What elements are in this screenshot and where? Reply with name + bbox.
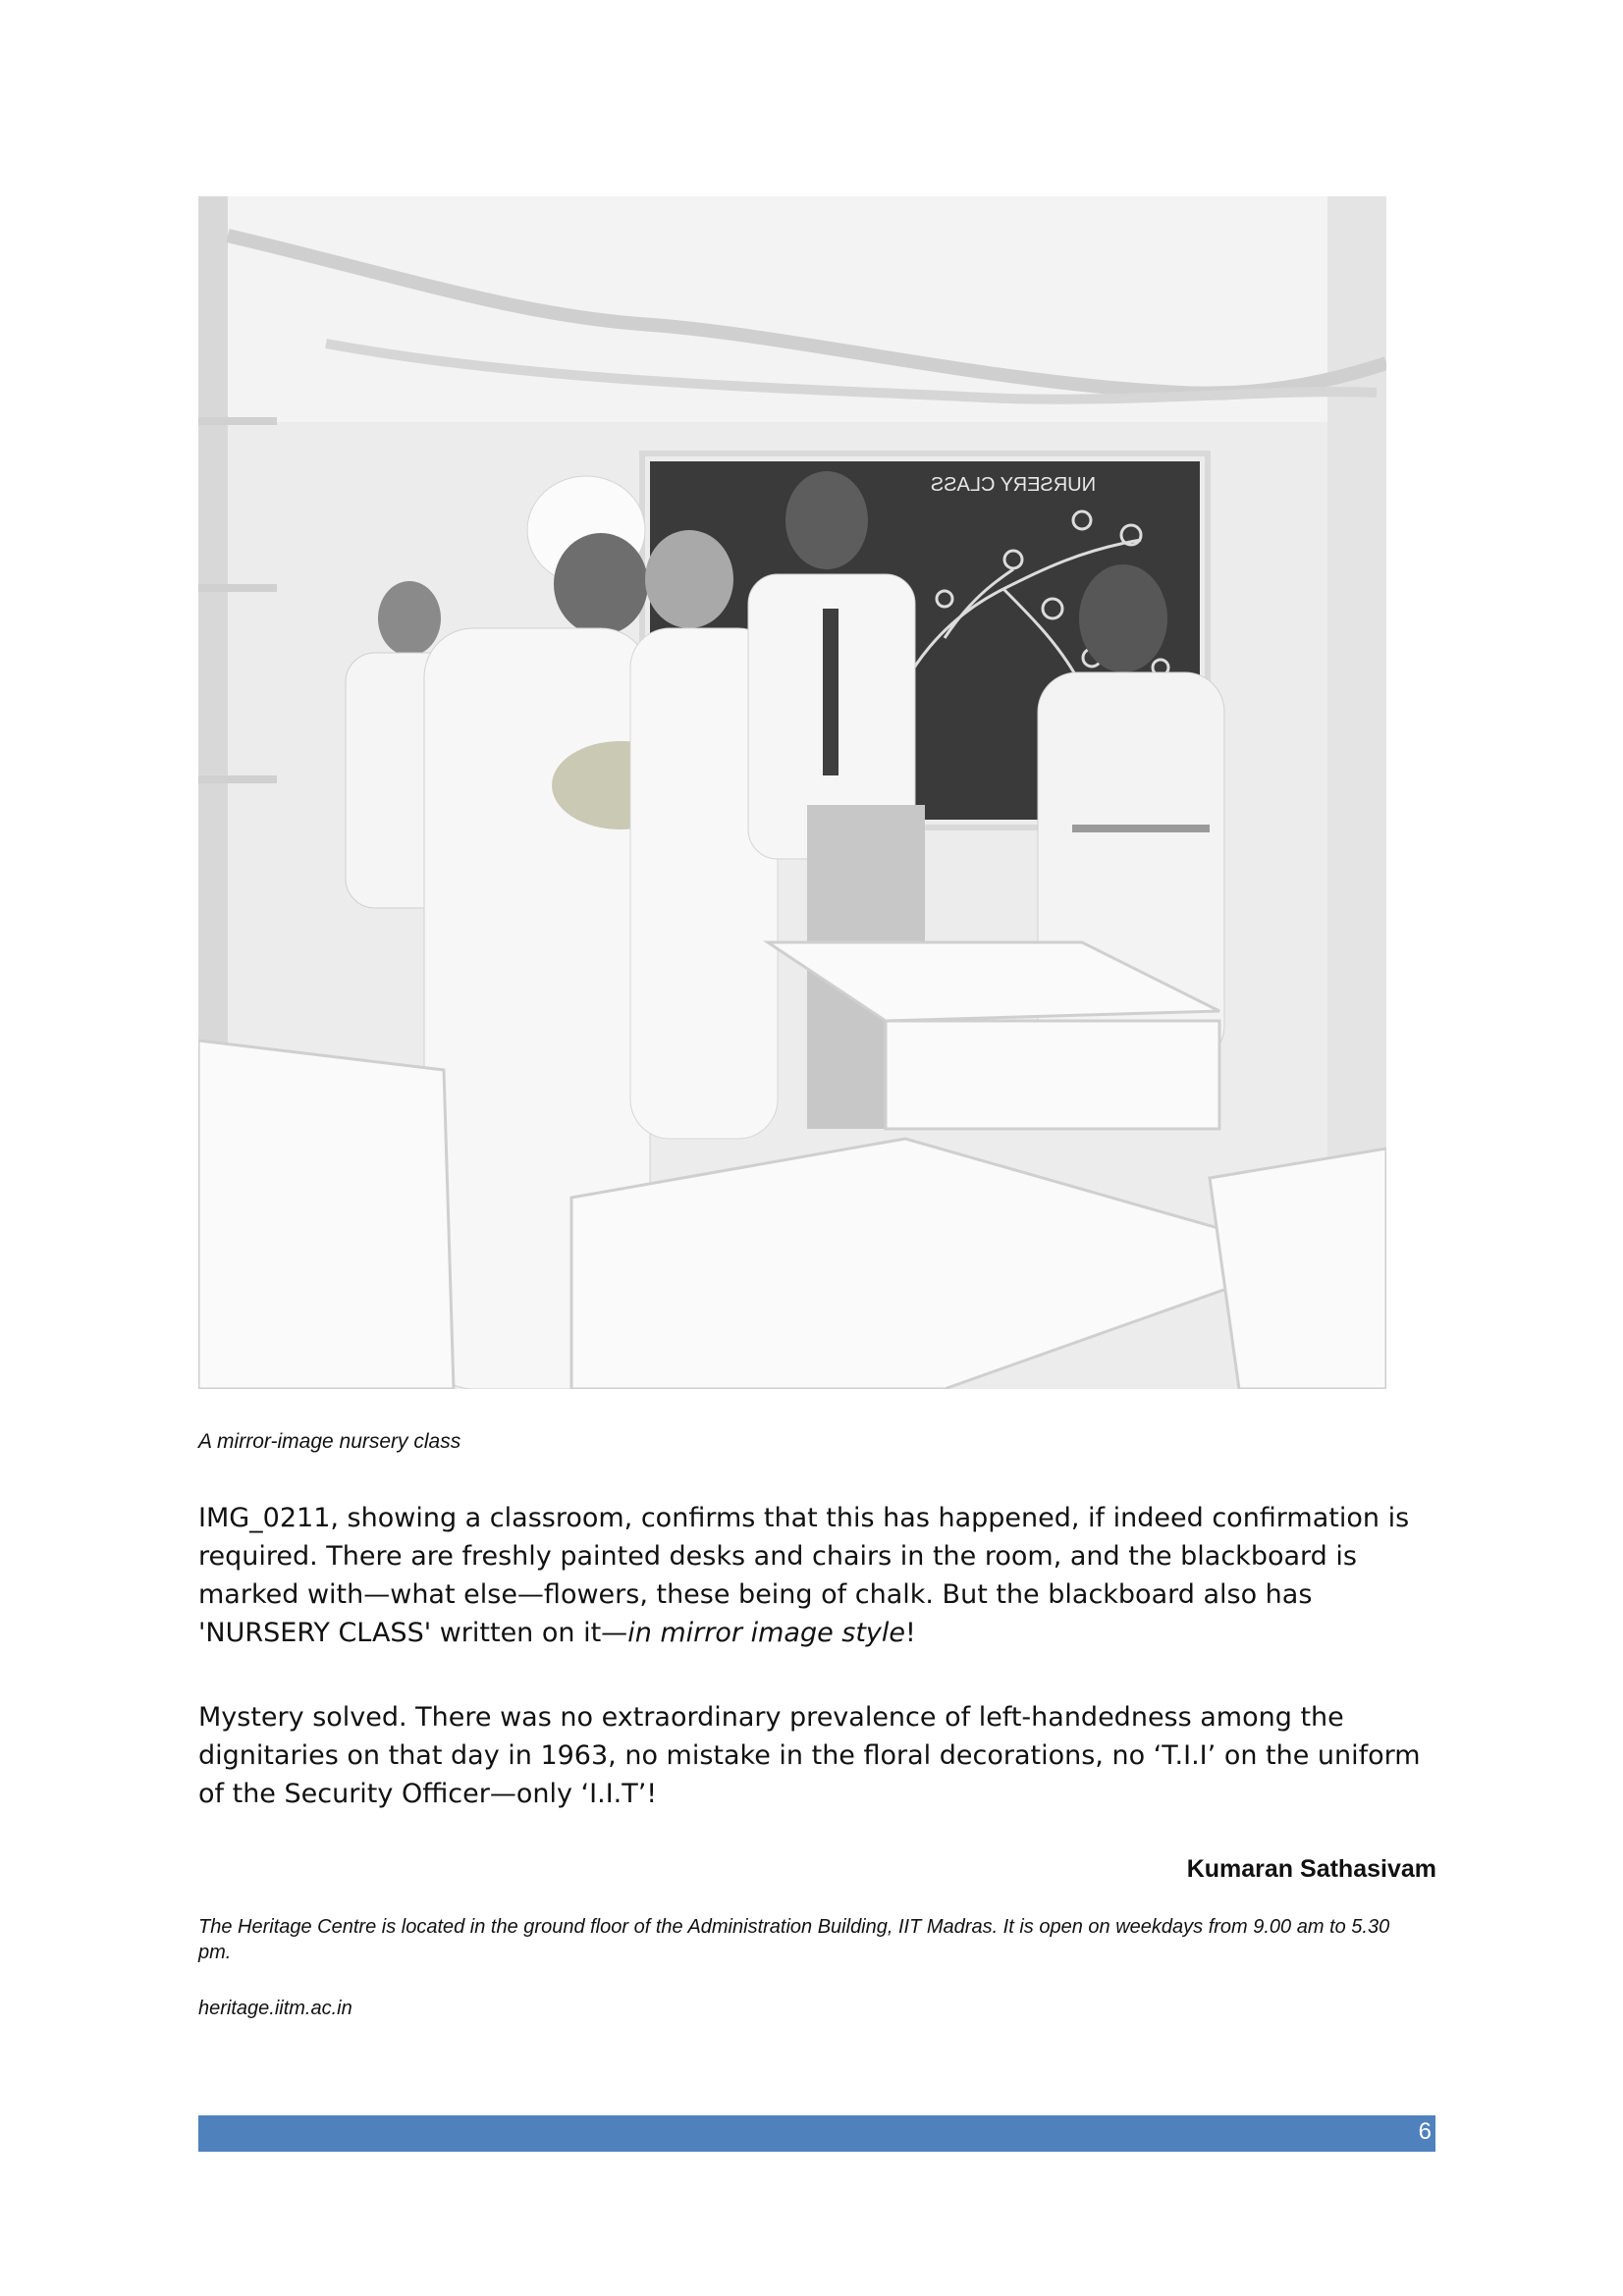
article-paragraph-2: Mystery solved. There was no extraordinary prevalence of left-handedness among the dignitaries on that day in 1963, no mistake in the floral decorations, no ‘T.I.I’ on the uniform of the Security Officer—only ‘I.I.T’! [198, 1702, 1421, 1809]
footer-bar [198, 2115, 1435, 2152]
classroom-photo-illustration [198, 196, 1386, 1389]
paragraph-1-text: IMG_0211, showing a classroom, confirms that this has happened, if indeed confirmation is required. There are freshly painted desks and chairs in the room, and the blackboard is marked with—what else—flowers, these being of chalk. But the blackboard also has 'NURSERY CLASS' written on it— [198, 1503, 1410, 1648]
blackboard-text: NURSERY CLASS [930, 474, 1097, 496]
website-link[interactable]: heritage.iitm.ac.in [198, 1998, 352, 2019]
article-paragraph-1 [198, 1499, 1435, 1652]
heritage-centre-notice: The Heritage Centre is located in the ground floor of the Administration Building, IIT Madras. It is open on weekdays from 9.00 am to 5.30 pm. [198, 1916, 1390, 1963]
author-name: Kumaran Sathasivam [1186, 1855, 1436, 1883]
photo-caption: A mirror-image nursery class [198, 1430, 461, 1453]
page-number: 6 [1418, 2118, 1432, 2145]
paragraph-1-emphasis: in mirror image style [627, 1618, 906, 1648]
classroom-photo [198, 196, 1386, 1389]
paragraph-1-end: ! [905, 1618, 916, 1648]
